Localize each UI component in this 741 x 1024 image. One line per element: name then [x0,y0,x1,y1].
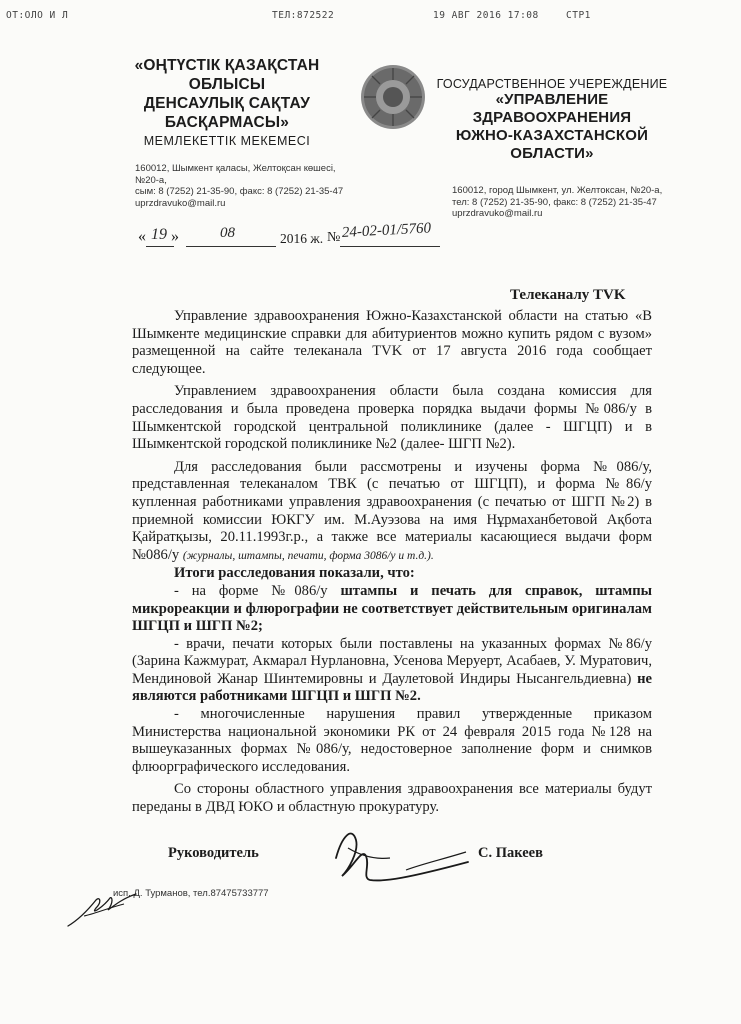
org-name-ru-line2: ЗДРАВООХРАНЕНИЯ [472,109,632,126]
reg-day-underline [146,246,174,247]
org-name-ru-line3: ЮЖНО-КАЗАХСТАНСКОЙ [455,127,649,144]
org-type-ru: ГОСУДАРСТВЕННОЕ УЧЕРЕЖДЕНИЕ [436,77,668,91]
reg-open-quote: « [138,228,146,245]
address-ru-line2: тел: 8 (7252) 21-35-90, факс: 8 (7252) 21-35-47 [452,196,657,208]
paragraph-final: Со стороны областного управления здравоохранения все материалы будут переданы в ДВД ЮКО и областную прокуратуру. [132,781,652,816]
address-russian [452,185,682,220]
investigation-text: Для расследования были рассмотрены и изучены форма №086/у, представленная телеканалом ТВК (с печатью от ШГЦП), и форма №86/у купленная работниками управления здравоохранения (с печатью от ШГП №2) в приемной комиссии ЮКГУ им. М.Ауэзова на имя Нұрмаханбетовой Ақбота Қайратқызы, 20.11.1993г.р., а также все материалы касающиеся выдачи форм №086/у [132,458,652,563]
address-kz-line1: 160012, Шымкент қаласы, Желтоқсан көшесі, №20-а, [135,163,336,186]
finding-3: - многочисленные нарушения правил утвержденные приказом Министерства национальной экономики РК от 24 февраля 2015 года №128 на вышеуказанных формах №086/у, недостоверное заполнение форм и снимков флюорграфического исследования. [132,706,652,775]
org-name-kz-line3: ДЕНСАУЛЫҚ САҚТАУ [143,95,311,112]
fax-datetime: 19 АВГ 2016 17:08 [433,10,539,21]
registration-line [128,220,448,251]
org-name-ru-line4: ОБЛАСТИ» [510,145,594,162]
recipient: Телеканалу TVK [510,287,626,303]
fax-sender: ОТ:ОЛО И Л [6,10,69,21]
org-name-kz-line4: БАСҚАРМАСЫ» [164,114,290,131]
address-kz-email: uprzdravuko@mail.ru [135,197,226,209]
finding-1 [132,583,652,636]
reg-month-underline [186,246,276,247]
investigation-note: (журналы, штампы, печати, форма 3086/у и т.д.). [182,549,434,562]
reg-close-quote: » [171,228,179,245]
state-emblem-icon [358,62,428,132]
address-ru-email: uprzdravuko@mail.ru [452,208,543,219]
org-name-kz-line2: ОБЛЫСЫ [188,76,266,93]
signature-icon [318,818,478,890]
finding-1-text: - на форме №086/у [174,582,328,599]
letterhead-kazakh [112,56,342,148]
results-heading [132,565,652,583]
executor-info: исп. Д. Турманов, тел.87475733777 [113,888,269,899]
reg-day: 19 [151,226,167,243]
address-ru-line1: 160012, город Шымкент, ул. Желтоксан, №20-а, [452,185,663,196]
initials-icon [64,886,144,932]
address-kazakh [135,163,355,209]
reg-number-underline [340,246,440,247]
org-name-ru-line1: «УПРАВЛЕНИЕ [495,91,609,108]
finding-2-bold: не являются работниками ШГЦП и ШГП №2. [132,670,652,705]
org-name-kz-line1: «ОҢТҮСТІК ҚАЗАҚСТАН [134,57,320,74]
reg-number: 24-02-01/5760 [341,220,432,241]
finding-1-bold: штампы и печать для справок, штампы микрореакции и флюрографии не соответствует действительным оригиналам ШГЦП и ШГП №2; [132,582,652,635]
results-heading-text: Итоги расследования показали, что: [174,565,415,582]
paragraph-intro: Управление здравоохранения Южно-Казахстанской области на статью «В Шымкенте медицинские справки для абитуриентов можно купить рядом с вузом» размещенной на сайте телеканала TVK от 17 августа 2016 года сообщает следующее. [132,308,652,377]
reg-month: 08 [220,225,235,241]
letterhead-russian [432,77,672,163]
address-kz-line2: сым: 8 (7252) 21-35-90, факс: 8 (7252) 21-35-47 [135,186,344,197]
reg-no-label: № [327,230,341,245]
fax-page: СТР1 [566,10,591,21]
letter-body [132,308,652,817]
signatory-title: Руководитель [168,845,259,861]
paragraph-investigation [132,459,652,566]
reg-year: 2016 ж. [280,231,324,246]
finding-2-text: - врачи, печати которых были поставлены на указанных формах №86/у (Зарина Кажмурат, Акмарал Нурлановна, Усенова Меруерт, Асабаев, У. Муратович, Мендиновой Жанар Шинтемировны и Даулетовой Индиры Нысангельдиевна) [132,635,652,687]
signatory-name: С. Пакеев [478,845,543,861]
fax-phone: ТЕЛ:872522 [272,10,335,21]
paragraph-commission: Управлением здравоохранения области была создана комиссия для расследования и была проведена проверка порядка выдачи формы №086/у в Шымкентской городской центральной поликлинике (далее - ШГЦП) и в Шымкентской городской поликлинике №2 (далее- ШГП №2). [132,383,652,453]
finding-2 [132,636,652,706]
org-type-kz: МЕМЛЕКЕТТІК МЕКЕМЕСІ [143,134,311,148]
